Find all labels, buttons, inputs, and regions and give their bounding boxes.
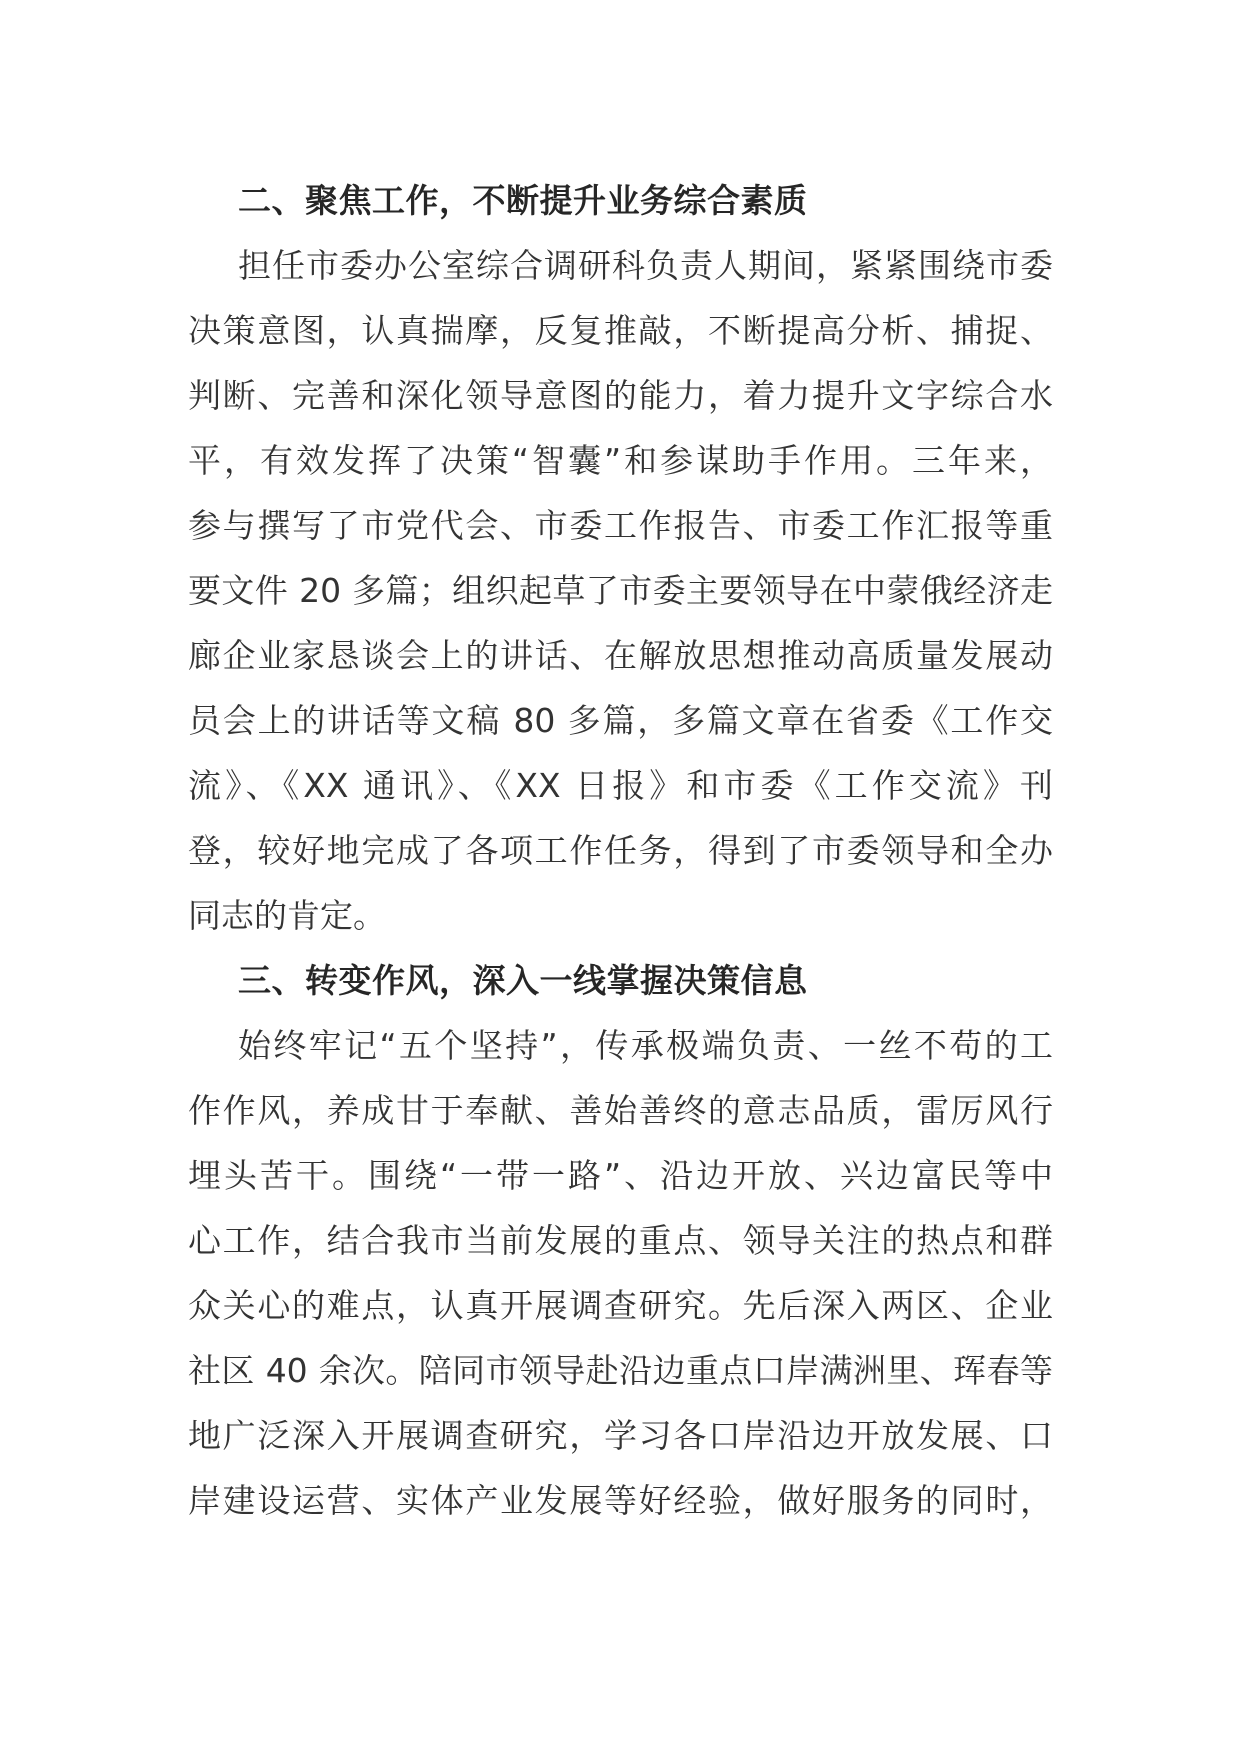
paragraph-line: 始终牢记“五个坚持”，传承极端负责、一丝不苟的工: [238, 1026, 1053, 1065]
paragraph-line: 埋头苦干。围绕“一带一路”、沿边开放、兴边富民等中: [188, 1156, 1053, 1195]
section-heading-3: 三、转变作风，深入一线掌握决策信息: [238, 961, 808, 1000]
paragraph-line: 担任市委办公室综合调研科负责人期间，紧紧围绕市委: [238, 246, 1053, 285]
paragraph-line: 众关心的难点，认真开展调查研究。先后深入两区、企业: [188, 1286, 1053, 1325]
paragraph-line: 作作风，养成甘于奉献、善始善终的意志品质，雷厉风行: [188, 1091, 1053, 1130]
paragraph-line: 社区 40 余次。陪同市领导赴沿边重点口岸满洲里、珲春等: [188, 1351, 1053, 1390]
document-page: [188, 168, 1053, 1533]
paragraph-line: 登，较好地完成了各项工作任务，得到了市委领导和全办: [188, 831, 1053, 870]
paragraph-line: 平，有效发挥了决策“智囊”和参谋助手作用。三年来，: [188, 441, 1053, 480]
section-body-2: [188, 233, 1053, 948]
section-heading-2: 二、聚焦工作，不断提升业务综合素质: [238, 181, 808, 220]
paragraph-line: 要文件 20 多篇；组织起草了市委主要领导在中蒙俄经济走: [188, 571, 1053, 610]
paragraph-line: 员会上的讲话等文稿 80 多篇，多篇文章在省委《工作交: [188, 701, 1053, 740]
paragraph-line: 流》、《XX 通讯》、《XX 日报》和市委《工作交流》刊: [188, 766, 1053, 805]
section-body-3: [188, 1013, 1053, 1533]
paragraph-line: 廊企业家恳谈会上的讲话、在解放思想推动高质量发展动: [188, 636, 1053, 675]
paragraph-line: 同志的肯定。: [188, 896, 386, 935]
paragraph-line: 岸建设运营、实体产业发展等好经验，做好服务的同时，: [188, 1481, 1053, 1520]
paragraph-line: 地广泛深入开展调查研究，学习各口岸沿边开放发展、口: [188, 1416, 1053, 1455]
paragraph-line: 参与撰写了市党代会、市委工作报告、市委工作汇报等重: [188, 506, 1053, 545]
paragraph-line: 决策意图，认真揣摩，反复推敲，不断提高分析、捕捉、: [188, 311, 1053, 350]
paragraph-line: 心工作，结合我市当前发展的重点、领导关注的热点和群: [188, 1221, 1053, 1260]
paragraph-line: 判断、完善和深化领导意图的能力，着力提升文字综合水: [188, 376, 1053, 415]
